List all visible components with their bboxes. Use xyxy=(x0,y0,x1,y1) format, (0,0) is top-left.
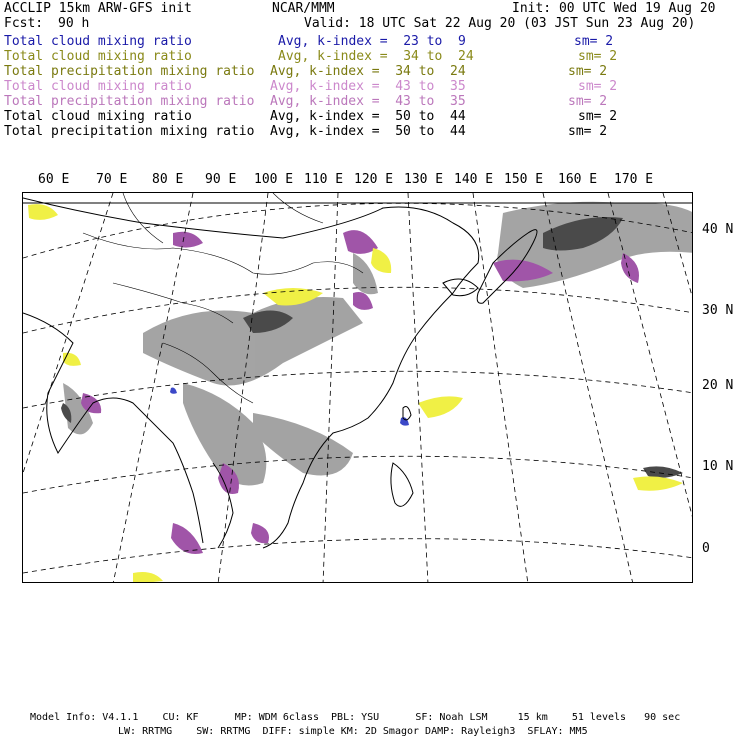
model-info-line1: Model Info: V4.1.1 CU: KF MP: WDM 6class PBL: YSU SF: Noah LSM 15 km 51 levels 90 sec xyxy=(30,712,681,723)
field-name: Total cloud mixing ratio xyxy=(4,79,192,94)
forecast-hours: 90 h xyxy=(58,16,90,31)
field-k-index: Avg, k-index = 43 to 35 xyxy=(270,79,466,94)
lon-label: 150 E xyxy=(504,172,544,187)
field-smoothing: sm= 2 xyxy=(568,94,608,109)
init-time: Init: 00 UTC Wed 19 Aug 20 xyxy=(512,1,716,16)
field-smoothing: sm= 2 xyxy=(568,124,608,139)
lon-label: 170 E xyxy=(614,172,654,187)
field-name: Total cloud mixing ratio xyxy=(4,109,192,124)
lon-label: 80 E xyxy=(152,172,184,187)
run-title: ACCLIP 15km ARW-GFS init xyxy=(4,1,192,16)
field-smoothing: sm= 2 xyxy=(578,49,618,64)
model-info-line2: LW: RRTMG SW: RRTMG DIFF: simple KM: 2D Smagor DAMP: Rayleigh3 SFLAY: MM5 xyxy=(118,726,588,737)
field-name: Total precipitation mixing ratio xyxy=(4,94,255,109)
field-k-index: Avg, k-index = 34 to 24 xyxy=(270,64,466,79)
lon-label: 70 E xyxy=(96,172,128,187)
field-smoothing: sm= 2 xyxy=(568,64,608,79)
lat-label: 30 N xyxy=(702,303,734,318)
field-name: Total cloud mixing ratio xyxy=(4,34,192,49)
lon-label: 120 E xyxy=(354,172,394,187)
field-smoothing: sm= 2 xyxy=(578,109,618,124)
lon-label: 60 E xyxy=(38,172,70,187)
lon-label: 130 E xyxy=(404,172,444,187)
lat-label: 20 N xyxy=(702,378,734,393)
field-k-index: Avg, k-index = 43 to 35 xyxy=(270,94,466,109)
field-name: Total precipitation mixing ratio xyxy=(4,64,255,79)
field-smoothing: sm= 2 xyxy=(578,79,618,94)
field-k-index: Avg, k-index = 34 to 24 xyxy=(278,49,474,64)
field-k-index: Avg, k-index = 50 to 44 xyxy=(270,109,466,124)
field-k-index: Avg, k-index = 50 to 44 xyxy=(270,124,466,139)
forecast-label: Fcst: xyxy=(4,16,44,31)
field-k-index: Avg, k-index = 23 to 9 xyxy=(278,34,466,49)
lat-label: 10 N xyxy=(702,459,734,474)
lat-label: 0 xyxy=(702,541,710,556)
map-panel xyxy=(22,192,693,583)
valid-time: Valid: 18 UTC Sat 22 Aug 20 (03 JST Sun 23 Aug 20) xyxy=(304,16,696,31)
lon-label: 90 E xyxy=(205,172,237,187)
center-label: NCAR/MMM xyxy=(272,1,335,16)
lon-label: 100 E xyxy=(254,172,294,187)
cloud-field-gray xyxy=(63,202,693,486)
field-name: Total precipitation mixing ratio xyxy=(4,124,255,139)
lat-label: 40 N xyxy=(702,222,734,237)
lon-label: 140 E xyxy=(454,172,494,187)
lon-label: 160 E xyxy=(558,172,598,187)
map-canvas xyxy=(23,193,693,583)
lon-label: 110 E xyxy=(304,172,344,187)
field-name: Total cloud mixing ratio xyxy=(4,49,192,64)
field-smoothing: sm= 2 xyxy=(574,34,614,49)
